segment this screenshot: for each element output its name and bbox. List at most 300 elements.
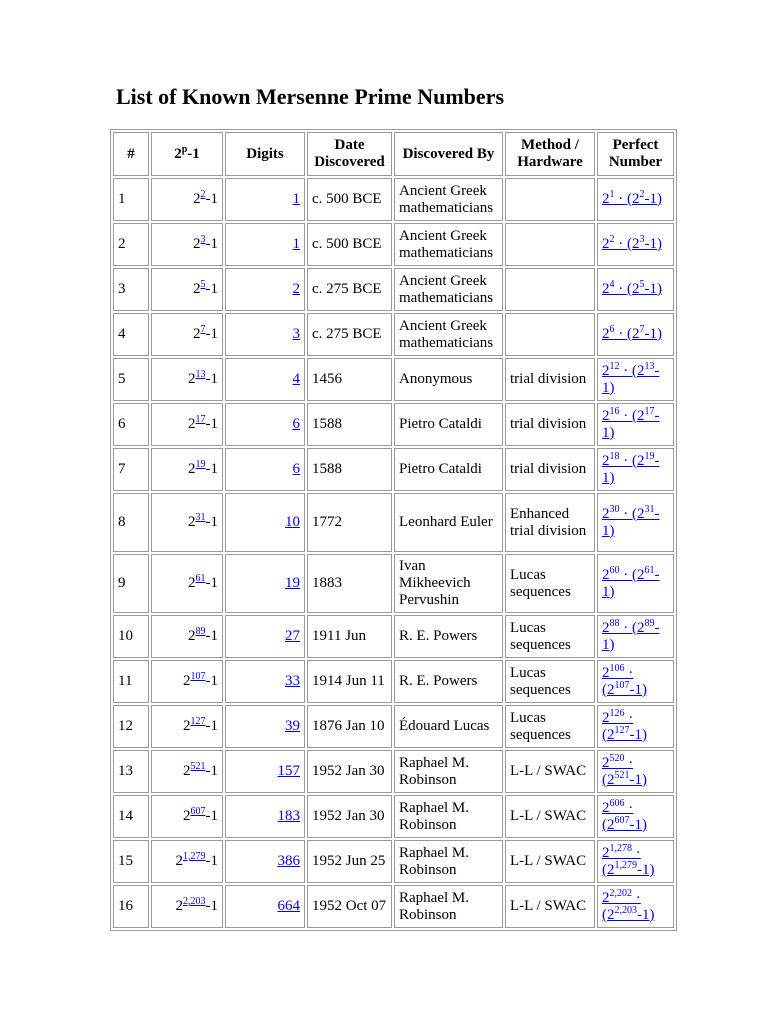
perfect-tail: -1 xyxy=(644,191,657,207)
perfect-number-cell xyxy=(597,268,674,311)
perfect-exponent: 12 xyxy=(609,360,620,372)
exponent-link-text[interactable]: 61 xyxy=(195,573,206,584)
digits-link[interactable]: 4 xyxy=(292,371,300,387)
perfect-base: 2 xyxy=(602,889,610,906)
perfect-number-cell xyxy=(597,705,674,748)
perfect-base: 2 xyxy=(602,709,610,726)
date-cell: 1952 Oct 07 xyxy=(307,885,392,928)
perfect-base: 2 xyxy=(607,771,615,788)
perfect-inner-exponent: 19 xyxy=(644,450,655,462)
digits-cell xyxy=(225,795,305,838)
method-cell: L-L / SWAC xyxy=(505,840,595,883)
prime-number-cell: 10 xyxy=(113,615,149,658)
perfect-inner-exponent: 3 xyxy=(639,234,645,245)
formula-exponent: p xyxy=(181,143,188,155)
formula-base: 2 xyxy=(193,326,201,342)
perfect-base: 2 xyxy=(602,664,610,681)
perfect-inner-exponent: 5 xyxy=(639,279,645,290)
mersenne-formula-cell xyxy=(151,660,223,703)
formula-base: 2 xyxy=(183,808,191,824)
method-cell: trial division xyxy=(505,448,595,491)
perfect-number-cell xyxy=(597,358,674,401)
perfect-inner-exponent: 61 xyxy=(644,564,655,576)
discoverer-cell: Ivan Mikheevich Pervushin xyxy=(394,554,503,613)
perfect-number-link[interactable]: 2$^{2,202}$ · (2$^{2,203}$-1) xyxy=(602,887,655,923)
method-cell: L-L / SWAC xyxy=(505,885,595,928)
method-cell: L-L / SWAC xyxy=(505,795,595,838)
perfect-base: 2 xyxy=(607,816,615,833)
formula-base: 2 xyxy=(188,461,196,477)
digits-cell xyxy=(225,615,305,658)
exponent-link[interactable] xyxy=(191,716,206,727)
exponent-link-text[interactable]: 19 xyxy=(195,459,206,470)
perfect-number-link[interactable]: 2$^{60}$ · (2$^{61}$-1) xyxy=(602,564,660,600)
date-cell: c. 275 BCE xyxy=(307,268,392,311)
prime-number-cell: 15 xyxy=(113,840,149,883)
exponent-link-text[interactable]: 7 xyxy=(200,324,206,335)
formula-base: 2 xyxy=(193,236,201,252)
method-cell: trial division xyxy=(505,358,595,401)
perfect-exponent: 88 xyxy=(609,617,620,629)
perfect-tail: -1 xyxy=(644,236,657,252)
col-header-discoverer: Discovered By xyxy=(394,132,503,176)
digits-link[interactable]: 33 xyxy=(285,673,300,689)
digits-cell xyxy=(225,660,305,703)
formula-base: 2 xyxy=(175,853,183,869)
exponent-link-text[interactable]: 127 xyxy=(190,716,206,727)
perfect-number-link[interactable]: 2$^{126}$ · (2$^{127}$-1) xyxy=(602,707,647,743)
table-row xyxy=(113,313,674,356)
perfect-tail: -1 xyxy=(629,726,642,743)
table-row xyxy=(113,554,674,613)
perfect-base: 2 xyxy=(602,505,610,522)
formula-tail: -1 xyxy=(187,145,200,162)
perfect-inner-exponent: 521 xyxy=(614,769,630,781)
perfect-base: 2 xyxy=(607,906,615,923)
perfect-tail: -1 xyxy=(629,816,642,833)
perfect-base: 2 xyxy=(607,681,615,698)
table-row xyxy=(113,268,674,311)
formula-base: 2 xyxy=(175,898,183,914)
perfect-number-link[interactable]: 2$^{1,278}$ · (2$^{1,279}$-1) xyxy=(602,842,655,878)
perfect-base: 2 xyxy=(637,452,645,469)
perfect-base: 2 xyxy=(602,326,610,342)
prime-number-cell: 2 xyxy=(113,223,149,266)
mersenne-formula-cell xyxy=(151,493,223,552)
prime-number-cell: 6 xyxy=(113,403,149,446)
date-cell: 1914 Jun 11 xyxy=(307,660,392,703)
formula-tail: -1 xyxy=(205,514,218,530)
perfect-exponent: 60 xyxy=(609,564,620,576)
digits-link[interactable]: 2 xyxy=(292,281,300,297)
perfect-base: 2 xyxy=(602,407,610,424)
perfect-base: 2 xyxy=(602,281,610,297)
discoverer-cell: R. E. Powers xyxy=(394,615,503,658)
table-row xyxy=(113,705,674,748)
formula-tail: -1 xyxy=(205,416,218,432)
perfect-number-cell xyxy=(597,750,674,793)
exponent-link[interactable] xyxy=(183,896,206,907)
mersenne-formula-cell xyxy=(151,840,223,883)
exponent-link[interactable] xyxy=(196,512,206,523)
perfect-tail: -1 xyxy=(637,861,650,878)
col-header-formula xyxy=(151,132,223,176)
formula-base: 2 xyxy=(188,628,196,644)
digits-cell xyxy=(225,358,305,401)
table-row xyxy=(113,615,674,658)
formula-tail: -1 xyxy=(205,461,218,477)
exponent-link-text[interactable]: 2 xyxy=(200,189,206,200)
digits-link[interactable]: 27 xyxy=(285,628,300,644)
perfect-inner-exponent: 2 xyxy=(639,189,645,200)
perfect-base: 2 xyxy=(632,281,640,297)
perfect-number-link[interactable]: 2$^{18}$ · (2$^{19}$-1) xyxy=(602,450,660,486)
exponent-link[interactable] xyxy=(191,806,206,817)
prime-number-cell: 5 xyxy=(113,358,149,401)
exponent-link-text[interactable]: 521 xyxy=(190,761,206,772)
perfect-inner-exponent: 31 xyxy=(644,503,655,515)
mersenne-formula-cell xyxy=(151,268,223,311)
exponent-link-text[interactable]: 13 xyxy=(195,369,206,380)
formula-base: 2 xyxy=(174,145,182,162)
formula-tail: -1 xyxy=(205,236,218,252)
digits-cell xyxy=(225,885,305,928)
perfect-base: 2 xyxy=(637,407,645,424)
perfect-number-cell xyxy=(597,554,674,613)
method-cell xyxy=(505,178,595,221)
formula-tail: -1 xyxy=(205,718,218,734)
perfect-exponent: 1,278 xyxy=(609,842,632,854)
perfect-tail: -1 xyxy=(602,566,660,600)
mersenne-formula-cell xyxy=(151,554,223,613)
perfect-base: 2 xyxy=(632,236,640,252)
table-row xyxy=(113,448,674,491)
perfect-number-cell xyxy=(597,448,674,491)
date-cell: 1883 xyxy=(307,554,392,613)
exponent-link[interactable] xyxy=(191,671,206,682)
perfect-number-cell xyxy=(597,313,674,356)
perfect-exponent: 18 xyxy=(609,450,620,462)
perfect-base: 2 xyxy=(602,844,610,861)
formula-tail: -1 xyxy=(205,371,218,387)
discoverer-cell: Édouard Lucas xyxy=(394,705,503,748)
perfect-tail: -1 xyxy=(602,505,660,539)
perfect-inner-exponent: 107 xyxy=(614,679,630,691)
mersenne-formula-cell xyxy=(151,750,223,793)
perfect-exponent: 106 xyxy=(609,662,625,674)
discoverer-cell: Pietro Cataldi xyxy=(394,403,503,446)
prime-number-cell: 9 xyxy=(113,554,149,613)
mersenne-formula-cell xyxy=(151,615,223,658)
perfect-base: 2 xyxy=(602,799,610,816)
discoverer-cell: Raphael M. Robinson xyxy=(394,795,503,838)
discoverer-cell: Raphael M. Robinson xyxy=(394,840,503,883)
formula-tail: -1 xyxy=(205,673,218,689)
mersenne-formula-cell xyxy=(151,885,223,928)
perfect-number-link[interactable]: 2$^{520}$ · (2$^{521}$-1) xyxy=(602,752,647,788)
perfect-inner-exponent: 7 xyxy=(639,324,645,335)
perfect-base: 2 xyxy=(607,726,615,743)
formula-tail: -1 xyxy=(205,191,218,207)
prime-number-cell: 11 xyxy=(113,660,149,703)
exponent-link-text[interactable]: 17 xyxy=(195,414,206,425)
perfect-base: 2 xyxy=(602,619,610,636)
formula-base: 2 xyxy=(183,763,191,779)
digits-link[interactable]: 10 xyxy=(285,514,300,530)
discoverer-cell: Pietro Cataldi xyxy=(394,448,503,491)
digits-cell xyxy=(225,840,305,883)
digits-cell xyxy=(225,705,305,748)
formula-tail: -1 xyxy=(205,628,218,644)
prime-number-cell: 13 xyxy=(113,750,149,793)
method-cell: L-L / SWAC xyxy=(505,750,595,793)
formula-base: 2 xyxy=(183,673,191,689)
prime-number-cell: 12 xyxy=(113,705,149,748)
formula-base: 2 xyxy=(193,281,201,297)
perfect-inner-exponent: 17 xyxy=(644,405,655,417)
table-row xyxy=(113,493,674,552)
date-cell: 1588 xyxy=(307,448,392,491)
perfect-base: 2 xyxy=(607,861,615,878)
perfect-base: 2 xyxy=(637,505,645,522)
perfect-tail: -1 xyxy=(644,326,657,342)
exponent-link[interactable] xyxy=(196,369,206,380)
col-header-digits: Digits xyxy=(225,132,305,176)
col-header-method: Method / Hardware xyxy=(505,132,595,176)
formula-tail: -1 xyxy=(205,575,218,591)
digits-link[interactable]: 6 xyxy=(292,461,300,477)
perfect-number-cell xyxy=(597,660,674,703)
method-cell: trial division xyxy=(505,403,595,446)
mersenne-formula-cell xyxy=(151,795,223,838)
perfect-exponent: 520 xyxy=(609,752,625,764)
perfect-exponent: 126 xyxy=(609,707,625,719)
digits-cell xyxy=(225,268,305,311)
discoverer-cell: Ancient Greek mathematicians xyxy=(394,223,503,266)
perfect-inner-exponent: 89 xyxy=(644,617,655,629)
perfect-tail: -1 xyxy=(629,681,642,698)
mersenne-formula-cell xyxy=(151,313,223,356)
formula-tail: -1 xyxy=(205,326,218,342)
perfect-exponent: 16 xyxy=(609,405,620,417)
perfect-number-link[interactable]: 2$^{106}$ · (2$^{107}$-1) xyxy=(602,662,647,698)
perfect-number-cell xyxy=(597,178,674,221)
perfect-inner-exponent: 2,203 xyxy=(614,904,637,916)
digits-cell xyxy=(225,178,305,221)
mersenne-formula-cell xyxy=(151,358,223,401)
formula-tail: -1 xyxy=(205,808,218,824)
table-row xyxy=(113,223,674,266)
perfect-inner-exponent: 607 xyxy=(614,814,630,826)
formula-base: 2 xyxy=(183,718,191,734)
digits-link[interactable]: 157 xyxy=(277,763,300,779)
method-cell: Enhanced trial division xyxy=(505,493,595,552)
perfect-tail: -1 xyxy=(637,906,650,923)
date-cell: 1456 xyxy=(307,358,392,401)
exponent-link[interactable] xyxy=(191,761,206,772)
mersenne-formula-cell xyxy=(151,448,223,491)
exponent-link-text[interactable]: 89 xyxy=(195,626,206,637)
method-cell xyxy=(505,268,595,311)
table-row xyxy=(113,885,674,928)
method-cell xyxy=(505,313,595,356)
date-cell: 1588 xyxy=(307,403,392,446)
formula-base: 2 xyxy=(188,575,196,591)
perfect-base: 2 xyxy=(602,362,610,379)
perfect-number-link[interactable]: 2$^2$ · (2$^3$-1) xyxy=(602,234,662,252)
table-row xyxy=(113,403,674,446)
perfect-exponent: 2,202 xyxy=(609,887,632,899)
table-row xyxy=(113,358,674,401)
discoverer-cell: R. E. Powers xyxy=(394,660,503,703)
perfect-number-link[interactable]: 2$^{88}$ · (2$^{89}$-1) xyxy=(602,617,660,653)
discoverer-cell: Raphael M. Robinson xyxy=(394,750,503,793)
date-cell: 1952 Jan 30 xyxy=(307,750,392,793)
perfect-base: 2 xyxy=(632,191,640,207)
perfect-inner-exponent: 13 xyxy=(644,360,655,372)
table-row xyxy=(113,660,674,703)
digits-link[interactable]: 386 xyxy=(277,853,300,869)
date-cell: 1911 Jun xyxy=(307,615,392,658)
perfect-inner-exponent: 1,279 xyxy=(614,859,637,871)
exponent-link-text[interactable]: 31 xyxy=(195,512,206,523)
perfect-number-link[interactable]: 2$^1$ · (2$^2$-1) xyxy=(602,189,662,207)
perfect-tail: -1 xyxy=(644,281,657,297)
digits-cell xyxy=(225,448,305,491)
perfect-number-link[interactable]: 2$^{30}$ · (2$^{31}$-1) xyxy=(602,503,660,539)
method-cell: Lucas sequences xyxy=(505,615,595,658)
digits-link[interactable]: 183 xyxy=(277,808,300,824)
mersenne-primes-table xyxy=(110,129,677,931)
digits-link[interactable]: 6 xyxy=(292,416,300,432)
formula-tail: -1 xyxy=(205,281,218,297)
exponent-link[interactable] xyxy=(196,459,206,470)
exponent-link-text[interactable]: 1,279 xyxy=(183,851,206,862)
perfect-number-cell xyxy=(597,403,674,446)
perfect-tail: -1 xyxy=(602,407,660,441)
discoverer-cell: Raphael M. Robinson xyxy=(394,885,503,928)
method-cell: Lucas sequences xyxy=(505,660,595,703)
table-row xyxy=(113,750,674,793)
formula-tail: -1 xyxy=(205,763,218,779)
formula-base: 2 xyxy=(188,514,196,530)
date-cell: c. 500 BCE xyxy=(307,223,392,266)
discoverer-cell: Anonymous xyxy=(394,358,503,401)
mersenne-formula-cell xyxy=(151,178,223,221)
perfect-number-link[interactable]: 2$^6$ · (2$^7$-1) xyxy=(602,324,662,342)
perfect-exponent: 1 xyxy=(609,189,615,200)
digits-link[interactable]: 664 xyxy=(277,898,300,914)
perfect-number-cell xyxy=(597,840,674,883)
discoverer-cell: Leonhard Euler xyxy=(394,493,503,552)
perfect-number-link[interactable]: 2$^{12}$ · (2$^{13}$-1) xyxy=(602,360,660,396)
prime-number-cell: 8 xyxy=(113,493,149,552)
prime-number-cell: 7 xyxy=(113,448,149,491)
perfect-number-cell xyxy=(597,795,674,838)
perfect-tail: -1 xyxy=(602,362,660,396)
perfect-base: 2 xyxy=(637,619,645,636)
perfect-base: 2 xyxy=(602,452,610,469)
date-cell: c. 500 BCE xyxy=(307,178,392,221)
digits-link[interactable]: 19 xyxy=(285,575,300,591)
digits-cell xyxy=(225,493,305,552)
discoverer-cell: Ancient Greek mathematicians xyxy=(394,313,503,356)
digits-cell xyxy=(225,554,305,613)
perfect-exponent: 2 xyxy=(609,234,615,245)
perfect-base: 2 xyxy=(602,566,610,583)
formula-base: 2 xyxy=(188,416,196,432)
perfect-number-link[interactable]: 2$^4$ · (2$^5$-1) xyxy=(602,279,662,297)
discoverer-cell: Ancient Greek mathematicians xyxy=(394,178,503,221)
digits-cell xyxy=(225,750,305,793)
exponent-link-text[interactable]: 2,203 xyxy=(183,896,206,907)
digits-link[interactable]: 1 xyxy=(292,191,300,207)
exponent-link[interactable] xyxy=(196,414,206,425)
prime-number-cell: 16 xyxy=(113,885,149,928)
col-header-number: # xyxy=(113,132,149,176)
date-cell: 1772 xyxy=(307,493,392,552)
exponent-link[interactable] xyxy=(183,851,206,862)
method-cell: Lucas sequences xyxy=(505,554,595,613)
perfect-number-link[interactable]: 2$^{16}$ · (2$^{17}$-1) xyxy=(602,405,660,441)
page-title: List of Known Mersenne Prime Numbers xyxy=(116,84,505,109)
perfect-number-cell xyxy=(597,493,674,552)
col-header-perfect: Perfect Number xyxy=(597,132,674,176)
digits-cell xyxy=(225,313,305,356)
formula-tail: -1 xyxy=(205,898,218,914)
table-row xyxy=(113,840,674,883)
digits-link[interactable]: 1 xyxy=(292,236,300,252)
discoverer-cell: Ancient Greek mathematicians xyxy=(394,268,503,311)
method-cell: Lucas sequences xyxy=(505,705,595,748)
perfect-number-cell xyxy=(597,615,674,658)
perfect-base: 2 xyxy=(602,754,610,771)
mersenne-formula-cell xyxy=(151,403,223,446)
exponent-link[interactable] xyxy=(196,626,206,637)
perfect-base: 2 xyxy=(602,236,610,252)
exponent-link-text[interactable]: 607 xyxy=(190,806,206,817)
exponent-link-text[interactable]: 107 xyxy=(190,671,206,682)
digits-link[interactable]: 3 xyxy=(292,326,300,342)
prime-number-cell: 1 xyxy=(113,178,149,221)
perfect-base: 2 xyxy=(637,362,645,379)
exponent-link[interactable] xyxy=(196,573,206,584)
method-cell xyxy=(505,223,595,266)
perfect-tail: -1 xyxy=(629,771,642,788)
perfect-tail: -1 xyxy=(602,452,660,486)
date-cell: 1876 Jan 10 xyxy=(307,705,392,748)
perfect-number-cell xyxy=(597,885,674,928)
digits-cell xyxy=(225,403,305,446)
perfect-exponent: 6 xyxy=(609,324,615,335)
digits-link[interactable]: 39 xyxy=(285,718,300,734)
header-row xyxy=(113,132,674,176)
perfect-number-link[interactable]: 2$^{606}$ · (2$^{607}$-1) xyxy=(602,797,647,833)
exponent-link-text[interactable]: 3 xyxy=(200,234,206,245)
perfect-inner-exponent: 127 xyxy=(614,724,630,736)
perfect-exponent: 4 xyxy=(609,279,615,290)
formula-base: 2 xyxy=(188,371,196,387)
perfect-exponent: 606 xyxy=(609,797,625,809)
exponent-link-text[interactable]: 5 xyxy=(200,279,206,290)
mersenne-formula-cell xyxy=(151,705,223,748)
date-cell: c. 275 BCE xyxy=(307,313,392,356)
perfect-base: 2 xyxy=(632,326,640,342)
formula-base: 2 xyxy=(193,191,201,207)
perfect-base: 2 xyxy=(602,191,610,207)
prime-number-cell: 14 xyxy=(113,795,149,838)
table-row xyxy=(113,178,674,221)
